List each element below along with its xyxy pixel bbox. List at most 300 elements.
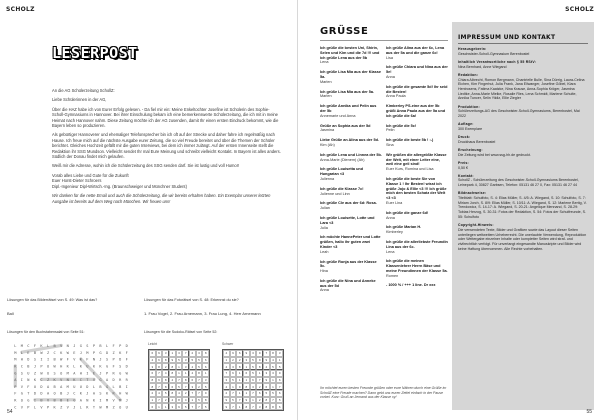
sudoku-cell: 9 — [276, 370, 283, 377]
impressum-text: Chiara Albrecht, Romon Bergmann, Chantrielle Bulle, Sina Dürrig, Laura-Celina Eichen, Kim Fingerhut, Julia Frank, Jana Ellwanger, Josefine Göbel, Klara Hentrosens, Fatima Kaatzke, Nina Krause, Anna-Sophia Kröger, Jasmina Liedtke, Anna-Marie Mielke, Rosalie Ries, Lena Schmidt, Marlene Schulte, Annika Tuncer, Selin Yildiz, Ellie Ziegler — [458, 77, 585, 101]
letter-para: Liebe Schülerinnen in der AG, — [52, 97, 107, 103]
wordsearch-letter: L — [46, 344, 50, 349]
impressum-text: Druckhaus Berenbostel — [458, 139, 496, 144]
impressum-heading: Auflage: — [458, 122, 474, 127]
greeting — [386, 153, 448, 172]
wordsearch-letter: S — [99, 391, 102, 396]
wordsearch-letter: C — [14, 405, 17, 410]
wordsearch-letter: U — [46, 371, 50, 376]
wordsearch-letter: U — [73, 384, 76, 389]
greeting-text: Ich grüße die beste 5b ! :-) — [386, 138, 434, 143]
wordsearch-letter: C — [20, 364, 23, 369]
greeting — [320, 153, 382, 163]
wordsearch-letter: D — [105, 350, 109, 355]
sudoku-cell: 6 — [169, 383, 176, 390]
wordsearch-letter: I — [20, 378, 23, 383]
wordsearch-letter: A — [79, 398, 82, 403]
sudoku-cell: 4 — [169, 397, 176, 404]
greeting-text: Kimberley PS-eine aus der 5b grüßt Anna Paula aus der 5a und ich grüße die 6a! — [386, 104, 446, 118]
sudoku-cell: 9 — [223, 403, 230, 410]
sudoku-cell: 8 — [202, 350, 209, 357]
sudoku-cell: 6 — [230, 370, 237, 377]
sudoku-cell: 7 — [189, 390, 196, 397]
wordsearch-letter: O — [20, 398, 23, 403]
wordsearch-letter: K — [53, 405, 56, 410]
greeting — [386, 177, 448, 206]
sudoku-cell: 4 — [189, 370, 196, 377]
greeting-text: Ich grüße die allerliebste Freundin Lina aus der 6c. — [386, 239, 448, 249]
sudoku-cell: 2 — [162, 363, 169, 370]
gruesse-rule — [320, 40, 448, 41]
sudoku-cell: 3 — [162, 350, 169, 357]
wordsearch-letter: V — [60, 344, 63, 349]
impressum-text: Titelblatt: Schulfoto, S. 4: Elias Müller, S. 4/5: A. Wiegand, S. 10: Schulfoto, S. 7: Miriam Jorch, S. 8/9: Elias Müller, S. 10/11: A. Wiegand, S. 12: Marlene Bertig, V. Trendowicz, S. 14-17: A. Wiegand, S. 20-21: Angelique Mennand, S. 28-29: Tobias Herzog, S. 30-31: Fotos der Redaktion, S. 54: Fotos der Schulfreunde, S. 55: Schulfoto — [458, 196, 587, 219]
wordsearch-letter: P — [46, 405, 50, 410]
wordsearch-letter: S — [119, 364, 122, 369]
letter-para: Weiß mir die Adresse, wohin ich die Schülerzeitung des SSG senden darf. Sie ist lustig und voll Humor! — [52, 163, 240, 169]
sudoku-cell: 5 — [230, 377, 237, 384]
sudoku-cell: 4 — [182, 397, 189, 404]
sudoku-cell: 1 — [176, 363, 183, 370]
sudoku-cell: 5 — [189, 357, 196, 364]
sudoku-cell: 6 — [189, 377, 196, 384]
greeting-author: Julienne und Linn — [320, 191, 350, 196]
sudoku-cell: 7 — [189, 403, 196, 410]
sudoku-cell: 5 — [196, 357, 203, 364]
greeting-text: Ich grüße Annika und Pelin aus der 5b — [320, 104, 377, 113]
letter-para: An die AG Schülerzeitung SchollZ: — [52, 88, 115, 93]
sudoku-cell: 3 — [182, 363, 189, 370]
sudoku-cell: 7 — [223, 370, 230, 377]
sudoku-cell: 7 — [196, 377, 203, 384]
wordsearch-letter: P — [40, 364, 43, 369]
wordsearch-letter: L — [92, 384, 96, 389]
wordsearch-letter: O — [53, 391, 56, 396]
wordsearch-letter: E — [66, 398, 69, 403]
sudoku-cell: 2 — [223, 390, 230, 397]
sudoku-cell: 1 — [276, 357, 283, 364]
wordsearch-letter: R — [112, 391, 115, 396]
sudoku-cell: 7 — [230, 390, 237, 397]
greeting-author: Marlen — [320, 94, 332, 99]
sudoku-cell: 8 — [162, 357, 169, 364]
wordsearch-letter: V — [66, 405, 69, 410]
wordsearch-letter: T — [27, 391, 30, 396]
wordsearch-letter: A — [60, 384, 63, 389]
sudoku-cell: 9 — [243, 397, 250, 404]
wordsearch-letter: S — [20, 371, 23, 376]
wordsearch-letter: K — [79, 364, 82, 369]
sudoku-cell: 5 — [176, 383, 183, 390]
wordsearch-letter: W — [66, 350, 69, 355]
sudoku-cell: 6 — [149, 370, 156, 377]
sudoku-cell: 2 — [230, 357, 237, 364]
sudoku-cell: 8 — [263, 397, 270, 404]
wordsearch-letter: B — [53, 344, 56, 349]
greeting-text: Liebe Grüße an Alina aus der 5d. — [320, 138, 379, 143]
sudoku-cell: 1 — [156, 403, 163, 410]
greetings-column-a — [320, 46, 382, 298]
sudoku-cell: 9 — [223, 397, 230, 404]
greeting-author: Lisa — [386, 55, 393, 60]
wordsearch-letter: D — [40, 391, 43, 396]
wordsearch-letter: E — [73, 350, 76, 355]
wordsearch-letter: L — [33, 405, 37, 410]
greeting-author: Annemarie und Anna — [320, 113, 356, 118]
greeting — [386, 124, 448, 134]
sudoku-cell: 8 — [149, 383, 156, 390]
wordsearch-letter: D — [86, 384, 89, 389]
impressum-section — [458, 122, 588, 131]
sudoku-cell: 1 — [162, 403, 169, 410]
wordsearch-letter: K — [14, 364, 17, 369]
wordsearch-letter: V — [20, 405, 23, 410]
wordsearch-letter: G — [73, 398, 76, 403]
left-page — [0, 0, 298, 420]
wordsearch-letter: B — [53, 398, 56, 403]
letter-reply: Wir danken für die nette Email und auch die Schülerzeitung, die wir bereits erhalten haben. Ein Exemplar unserer letzten Ausgabe ist bereits auf dem Weg nach München. Wir freuen uns! — [52, 193, 271, 204]
impressum-heading: Inhaltlich Verantwortliche nach § 55 RStV: — [458, 59, 537, 64]
greeting-author: Julia — [320, 225, 328, 230]
sudoku-cell: 5 — [162, 390, 169, 397]
wordsearch-letter: Z — [46, 350, 50, 355]
sudoku-cell: 4 — [189, 363, 196, 370]
sudoku-cell: 7 — [276, 383, 283, 390]
sudoku-cell: 1 — [189, 397, 196, 404]
greeting-text: Ich grüße Marian H. — [386, 225, 422, 230]
greeting-author: Kim (Ah) — [320, 142, 335, 147]
wordsearch-letter: U — [27, 371, 30, 376]
wordsearch-letter: E — [27, 350, 30, 355]
wordsearch-letter: I — [99, 398, 102, 403]
impressum-rule — [458, 43, 588, 44]
wordsearch-letter: K — [105, 391, 109, 396]
running-head-left: SCHOLZ — [6, 6, 35, 13]
sudoku-cell: 1 — [223, 357, 230, 364]
wordsearch-letter: R — [14, 398, 17, 403]
wordsearch-grid — [12, 342, 130, 410]
sudoku-cell: 3 — [276, 350, 283, 357]
sudoku-cell: 7 — [196, 390, 203, 397]
sudoku-cell: 4 — [162, 370, 169, 377]
wordsearch-letter: J — [33, 364, 37, 369]
impressum-title: IMPRESSUM UND KONTAKT — [458, 34, 556, 41]
impressum-heading: Produktion: — [458, 104, 480, 109]
wordsearch-letter: F — [112, 344, 115, 349]
wordsearch-letter: R — [119, 378, 122, 383]
wordsearch-letter: J — [73, 405, 76, 410]
sudoku-easy-label: Leicht — [148, 342, 158, 346]
sudoku-cell: 8 — [196, 370, 203, 377]
impressum-section — [458, 223, 588, 251]
wordsearch-letter: V — [60, 378, 63, 383]
wordsearch-letter: F — [33, 344, 37, 349]
greeting — [320, 70, 382, 84]
sudoku-cell: 1 — [236, 370, 243, 377]
impressum-section — [458, 174, 588, 188]
wordsearch-letter: F — [125, 350, 128, 355]
sudoku-cell: 1 — [270, 377, 277, 384]
wordsearch-letter: U — [125, 405, 128, 410]
wordsearch-letter: B — [99, 384, 102, 389]
wordsearch-letter: C — [27, 344, 30, 349]
sudoku-cell: 7 — [256, 377, 263, 384]
sudoku-cell: 9 — [176, 403, 183, 410]
sudoku-caption: Lösungen für die Sudoku-Rätsel von Seite 52: — [144, 330, 218, 334]
wordsearch-letter: L — [105, 344, 109, 349]
sudoku-cell: 1 — [243, 377, 250, 384]
wordsearch-letter: A — [14, 378, 17, 383]
sudoku-cell: 4 — [223, 350, 230, 357]
sudoku-cell: 6 — [276, 377, 283, 384]
impressum-section — [458, 105, 588, 119]
greeting-text: Ich grüße Cle aus der 6d: Rosa. — [320, 201, 377, 206]
greeting-text: Ich grüße die ganze 6d! — [386, 210, 429, 215]
wordsearch-letter: P — [92, 350, 96, 355]
wordsearch-letter: Z — [60, 405, 63, 410]
sudoku-cell: 7 — [236, 397, 243, 404]
wordsearch-letter: P — [119, 344, 122, 349]
sudoku-cell: 6 — [250, 377, 257, 384]
greeting-author: Anna — [386, 74, 395, 79]
wordsearch-letter: G — [14, 371, 17, 376]
sudoku-cell: 5 — [196, 363, 203, 370]
greeting — [386, 259, 448, 278]
greeting-text: Ich grüße Lena und Linnea der 5b. — [320, 152, 382, 157]
sudoku-cell: 8 — [169, 390, 176, 397]
greeting-author: Anna — [386, 215, 395, 220]
sudoku-cell: 4 — [156, 390, 163, 397]
impressum-heading: Redaktion: — [458, 72, 479, 77]
sudoku-cell: 6 — [263, 383, 270, 390]
wordsearch-letter: G — [119, 371, 122, 376]
wordsearch-letter: P — [112, 357, 115, 362]
greeting-author: Jasmina — [320, 128, 335, 133]
greeting — [320, 46, 382, 65]
sudoku-cell: 1 — [182, 370, 189, 377]
wordsearch-letter: E — [92, 371, 96, 376]
greeting-text: Ich grüße die Klasse 7c! — [320, 186, 364, 191]
impressum-heading: Copyright-Hinweis: — [458, 223, 494, 228]
wordsearch-letter: K — [40, 344, 43, 349]
impressum-text: Schülerzeitungs-AG des Geschwister-Scholl-Gymnasiums, Berenbostel, Mai 2022 — [458, 109, 580, 118]
sudoku-cell: 5 — [202, 403, 209, 410]
wordsearch-letter: G — [27, 398, 30, 403]
sudoku-cell: 3 — [250, 383, 257, 390]
sudoku-cell: 3 — [176, 350, 183, 357]
sudoku-cell: 2 — [149, 390, 156, 397]
greeting-text: - 1000 % / +++ 1 line. Dr xxx — [386, 283, 436, 288]
wordsearch-letter: K — [79, 357, 82, 362]
sudoku-cell: 3 — [202, 377, 209, 384]
impressum-text: Geschwister-Scholl-Gymnasium Berenbostel — [458, 51, 530, 56]
sudoku-cell: 5 — [270, 363, 277, 370]
wordsearch-letter: M — [105, 398, 109, 403]
greeting — [320, 279, 382, 293]
greeting — [386, 225, 448, 235]
greeting-author: Lena — [386, 249, 395, 254]
wordsearch-letter: V — [92, 378, 96, 383]
solution-question: Lösungen für das Fotorätsel von S. 48: Erkennst du sie? — [144, 298, 239, 302]
wordsearch-letter: D — [125, 344, 128, 349]
sudoku-cell: 9 — [256, 357, 263, 364]
letter-para: Als gebürtiger Hannoverer und ehemaliger Telefonsprecher bin ich oft auf der Strecke und daher fahre ich regelmäßig nach Hause. Ich freue mich auf die nächste Ausgabe eurer Zeitung, die so viel Freude bereitet und über die Themen der Schüler berichtet. Gleiches Hochzeit gefällt mir die guten Interviews, bei dem ich immer zulängt. Auf der ersten Innenseite stellt die Redaktion ihr SSG Mundson. Vielleicht sendet Ihr mal Eure Meinung und schreibt vielleicht Kontakt. In Bayern ist alles anders. Südlich der Donau findet mich gelaufen. — [52, 132, 281, 160]
wordsearch-letter: G — [79, 344, 82, 349]
greeting — [386, 46, 448, 60]
wordsearch-letter: F — [86, 357, 89, 362]
wordsearch-letter: J — [99, 357, 102, 362]
gruesse-title: GRÜSSE — [320, 26, 369, 37]
wordsearch-letter: B — [119, 384, 122, 389]
sudoku-cell: 6 — [236, 350, 243, 357]
sudoku-cell: 6 — [202, 363, 209, 370]
wordsearch-letter: B — [27, 364, 30, 369]
sudoku-cell: 8 — [256, 363, 263, 370]
wordsearch-letter: H — [79, 371, 82, 376]
greeting — [386, 240, 448, 254]
wordsearch-letter: P — [92, 344, 96, 349]
greeting-author: Leah — [320, 249, 329, 254]
wordsearch-letter: B — [40, 398, 43, 403]
greeting-text: Ich grüße Alina aus der 6c, Lena aus der 5a und die ganze 6c! — [386, 46, 445, 55]
wordsearch-letter: O — [46, 364, 50, 369]
sudoku-cell: 7 — [156, 370, 163, 377]
sudoku-cell: 2 — [196, 383, 203, 390]
wordsearch-letter: K — [92, 398, 96, 403]
sudoku-cell: 1 — [243, 390, 250, 397]
wordsearch-caption: Lösungen für den Buchstabensalat von Seite 51: — [7, 330, 85, 334]
wordsearch-letter: A — [46, 391, 50, 396]
wordsearch-letter: W — [125, 391, 128, 396]
greeting-text: Ich grüße die Nina und Anneke aus der 5d — [320, 278, 376, 288]
wordsearch-letter: D — [33, 391, 37, 396]
greeting — [320, 216, 382, 230]
wordsearch-letter: N — [92, 357, 96, 362]
wordsearch-letter: F — [125, 357, 128, 362]
greeting — [320, 138, 382, 148]
wordsearch-letter: N — [27, 378, 30, 383]
wordsearch-letter: R — [86, 405, 89, 410]
right-page — [302, 0, 600, 420]
wordsearch-letter: R — [112, 371, 115, 376]
wordsearch-letter: A — [105, 378, 109, 383]
page-number-right: 55 — [586, 409, 592, 415]
wordsearch-letter: P — [14, 384, 17, 389]
sudoku-cell: 8 — [176, 397, 183, 404]
wordsearch-letter: I — [33, 398, 37, 403]
greeting — [386, 211, 448, 221]
solution-answer: Ball — [7, 311, 14, 316]
wordsearch-letter: W — [99, 405, 102, 410]
greeting — [386, 138, 448, 148]
wordsearch-letter: G — [99, 378, 102, 383]
greeting-text: Ich grüße Lisa Mia aus der 5a. — [320, 89, 375, 94]
greeting-text: Ich grüße Chiara und Nina aus der 5e! — [386, 65, 448, 75]
impressum-section — [458, 191, 588, 219]
sudoku-cell: 5 — [270, 390, 277, 397]
wordsearch-letter: K — [60, 350, 63, 355]
wordsearch-letter: M — [20, 344, 23, 349]
sudoku-cell: 1 — [236, 403, 243, 410]
sudoku-cell: 3 — [149, 363, 156, 370]
sudoku-cell: 7 — [156, 383, 163, 390]
wordsearch-letter: V — [40, 405, 43, 410]
greeting-text: Ich grüße die besten Uni, Shirin, Selen und Kim und die 7d !!! und ich grüße Lena aus der 5b — [320, 46, 380, 60]
sudoku-cell: 5 — [182, 403, 189, 410]
solution-fotoraetsel — [144, 298, 292, 316]
wordsearch-letter: M — [66, 371, 69, 376]
wordsearch-letter: K — [119, 350, 122, 355]
wordsearch-letter: N — [66, 344, 69, 349]
wordsearch-letter: F — [27, 384, 30, 389]
sudoku-cell: 3 — [243, 357, 250, 364]
greeting-author: Euer Kurs, Romina und Lisa — [386, 167, 434, 172]
sudoku-cell: 8 — [236, 363, 243, 370]
sudoku-cell: 7 — [250, 403, 257, 410]
sudoku-cell: 1 — [270, 383, 277, 390]
sudoku-cell: 8 — [162, 377, 169, 384]
sudoku-cell: 1 — [169, 350, 176, 357]
wordsearch-letter: O — [119, 405, 122, 410]
impressum-text: 0,50 € — [458, 165, 468, 170]
wordsearch-letter: J — [86, 391, 89, 396]
greeting-author: Anna-Marie (Dienem) (Ah) — [320, 157, 365, 162]
wordsearch-letter: U — [86, 364, 89, 369]
sudoku-cell: 7 — [182, 350, 189, 357]
sudoku-cell: 8 — [169, 363, 176, 370]
greeting-author: Anna Paula — [386, 94, 406, 99]
sudoku-cell: 5 — [263, 390, 270, 397]
wordsearch-letter: M — [86, 350, 89, 355]
wordsearch-letter: F — [14, 391, 17, 396]
impressum-section — [458, 47, 588, 56]
impressum-section — [458, 73, 588, 101]
wordsearch-letter: W — [40, 371, 43, 376]
greeting-text: Ich grüße die meinen Klassenlehrer Herrn Bäse und meine Freundinnen der Klasse 5a. — [386, 259, 448, 273]
sudoku-cell: 9 — [256, 350, 263, 357]
sudoku-cell: 8 — [156, 363, 163, 370]
wordsearch-letter: L — [73, 364, 76, 369]
wordsearch-letter: W — [125, 371, 128, 376]
wordsearch-letter: I — [46, 357, 50, 362]
sudoku-cell: 6 — [202, 357, 209, 364]
sudoku-cell: 7 — [250, 390, 257, 397]
wordsearch-letter: J — [99, 371, 102, 376]
greeting — [320, 90, 382, 100]
sudoku-cell: 6 — [276, 390, 283, 397]
sudoku-cell: 3 — [230, 363, 237, 370]
sudoku-cell: 7 — [270, 397, 277, 404]
greeting-text: Ich grüße die 5c! — [386, 123, 417, 128]
sudoku-cell: 3 — [256, 403, 263, 410]
wordsearch-letter: D — [40, 384, 43, 389]
sudoku-cell: 5 — [276, 363, 283, 370]
sudoku-hard-label: Schwer — [222, 342, 234, 346]
wordsearch-letter: B — [53, 357, 56, 362]
wordsearch-letter: G — [99, 350, 102, 355]
sudoku-cell: 9 — [202, 390, 209, 397]
wordsearch-letter: L — [112, 384, 115, 389]
wordsearch-letter: R — [125, 378, 128, 383]
wordsearch-letter: B — [33, 350, 37, 355]
impressum-section — [458, 135, 588, 144]
sudoku-cell: 7 — [263, 350, 270, 357]
impressum-panel — [452, 22, 594, 410]
sudoku-cell: 5 — [250, 370, 257, 377]
sudoku-cell: 5 — [202, 383, 209, 390]
wordsearch-letter: H — [60, 364, 63, 369]
sudoku-cell: 9 — [243, 350, 250, 357]
